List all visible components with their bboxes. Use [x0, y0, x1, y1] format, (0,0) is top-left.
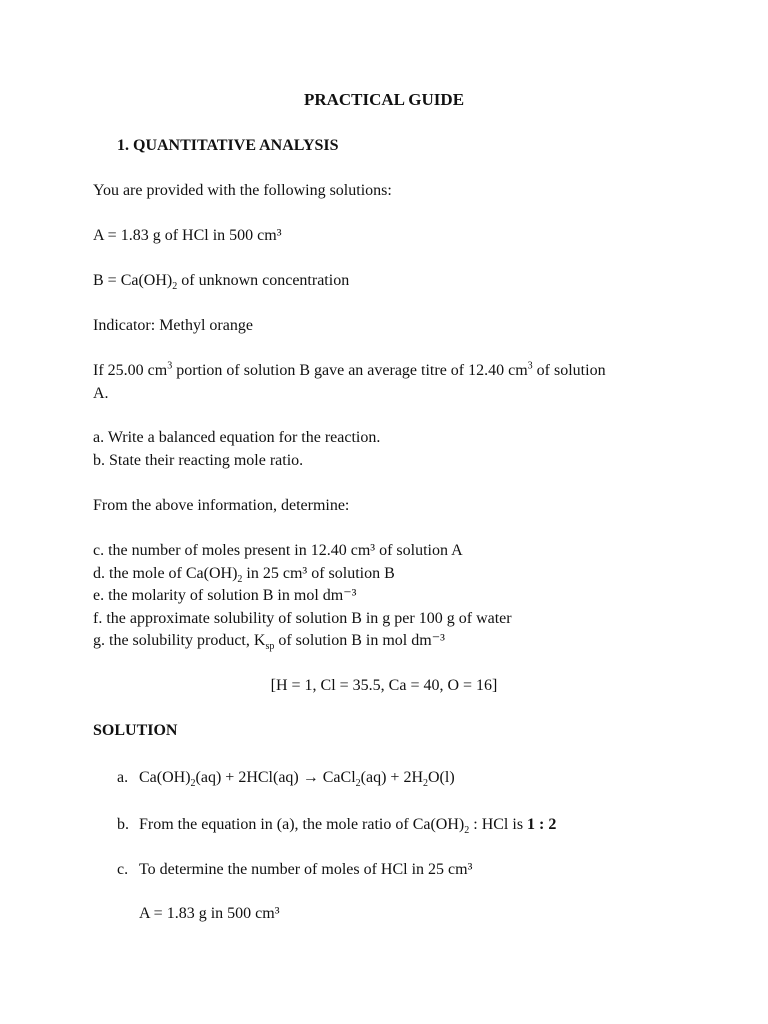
answer-a-equation: $Ca(OH)_2(aq) + 2HCl(aq)$ → CaCl$_2$(aq) + $2H_2O(l)$	[139, 769, 455, 790]
question-e: e. the molarity of solution B in mol dm⁻³	[93, 587, 357, 604]
answer-b-label: b.	[117, 816, 129, 833]
determine-text: From the above information, determine:	[93, 497, 350, 514]
question-a: a. Write a balanced equation for the reaction.	[93, 429, 381, 446]
answer-a	[117, 768, 455, 790]
titre-text: If 25.00 $cm^3$ portion of solution B gave an average titre of 12.40 $cm^3$ of solution	[93, 360, 606, 379]
answer-c-text: To determine the number of moles of HCl in 25 cm³	[139, 861, 473, 878]
page-title: PRACTICAL GUIDE	[303, 90, 465, 109]
answer-b	[117, 815, 557, 837]
titre-text-continuation: A.	[93, 385, 109, 402]
solution-a-text: A = 1.83 g of HCl in 500 cm³	[93, 227, 282, 244]
section-heading: 1. QUANTITATIVE ANALYSIS	[117, 137, 339, 154]
answer-c-mass-line: A = 1.83 g in 500 cm³	[139, 905, 280, 922]
answer-b-text: From the equation in (a), the mole ratio of $Ca(OH)_2$ : HCl is 1 : 2	[139, 816, 557, 837]
intro-text: You are provided with the following solutions:	[93, 182, 392, 199]
question-d: d. the mole of $Ca(OH)_2$ in 25 cm³ of solution B	[93, 565, 395, 586]
indicator-text: Indicator: Methyl orange	[93, 317, 253, 334]
question-g: g. the solubility product, $K_{sp}$ of solution B in mol dm⁻³	[93, 632, 445, 653]
solution-b-text: $B = Ca(OH)_2$ of unknown concentration	[93, 272, 350, 293]
mole-ratio: 1 : 2	[527, 816, 557, 833]
answer-c-label: c.	[117, 861, 129, 878]
question-c: c. the number of moles present in 12.40 cm³ of solution A	[93, 542, 463, 559]
question-f: f. the approximate solubility of solution B in g per 100 g of water	[93, 610, 512, 627]
question-b: b. State their reacting mole ratio.	[93, 452, 304, 469]
answer-a-label: a.	[117, 769, 129, 786]
answer-c	[117, 860, 473, 880]
atomic-masses: [H = 1, Cl = 35.5, Ca = 40, O = 16]	[270, 677, 498, 694]
solution-heading: SOLUTION	[93, 722, 178, 739]
